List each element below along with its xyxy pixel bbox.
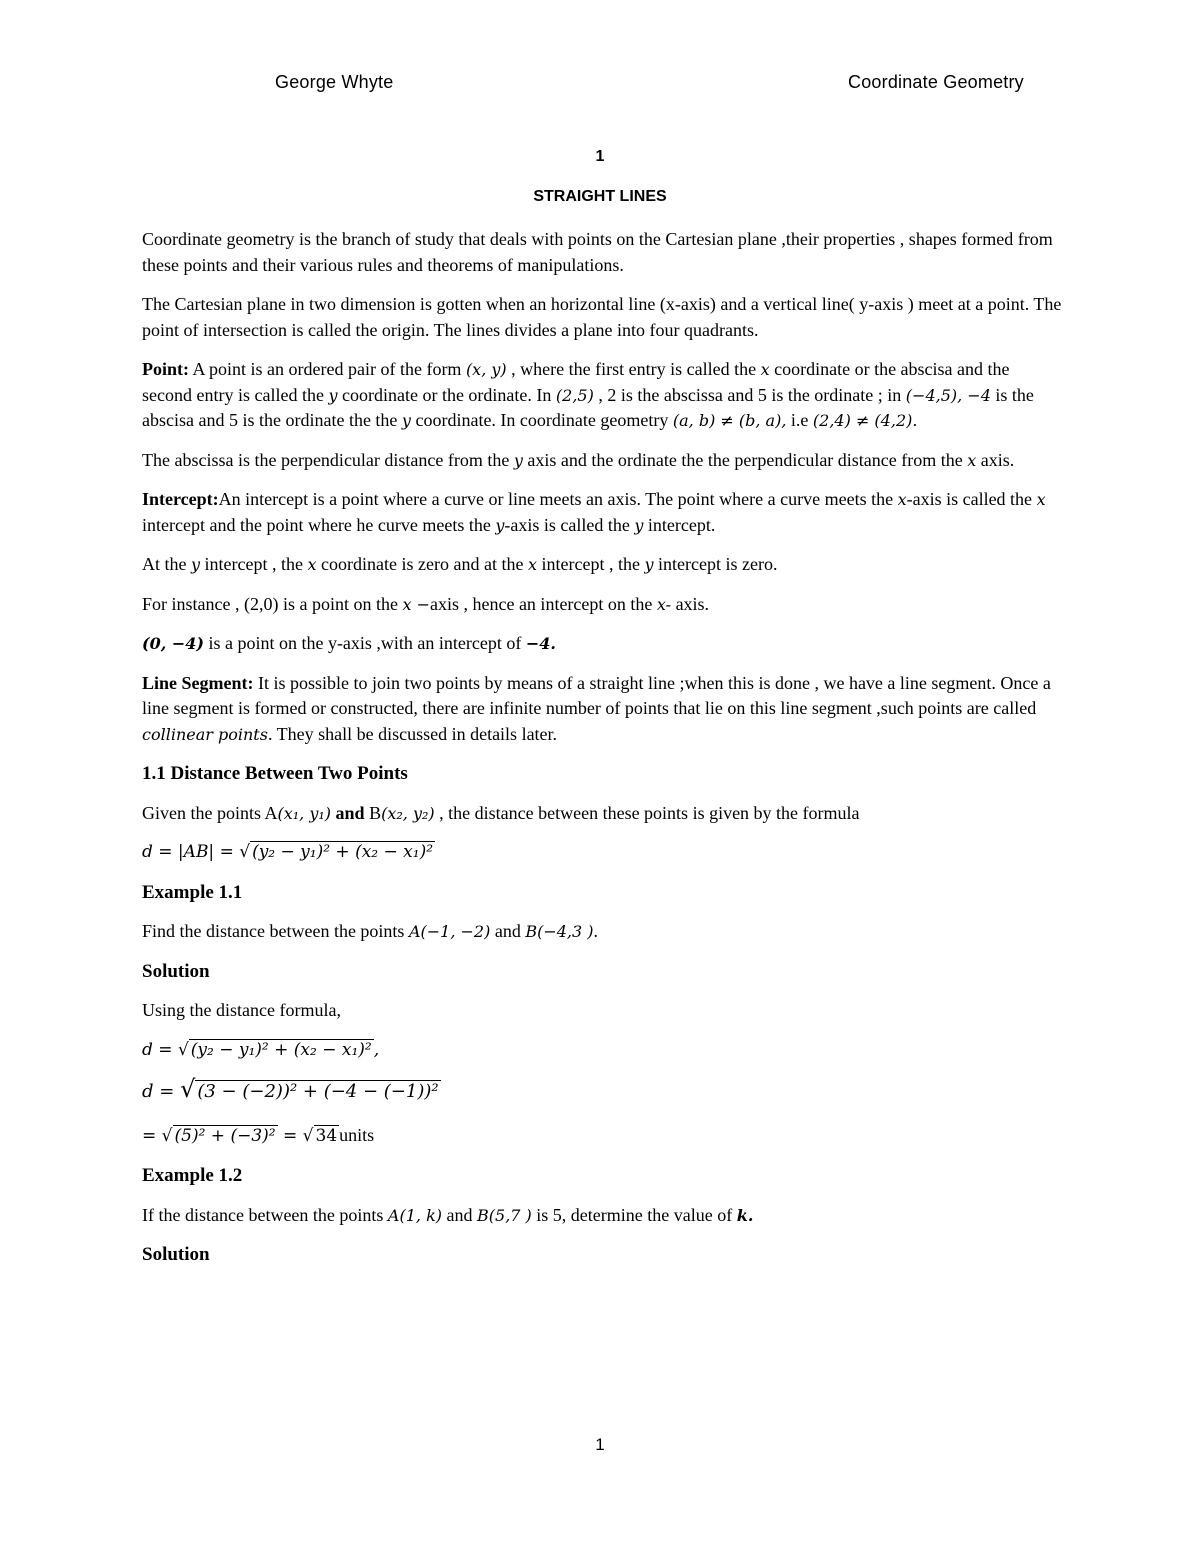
formula-lhs: = [142, 1125, 162, 1146]
text: units [339, 1124, 375, 1145]
cartesian-paragraph: The Cartesian plane in two dimension is gotten when an horizontal line (x-axis) and a vertical line( y-axis ) meet at a point. The point of intersection is called the origin. The lines divides a plane into four quadrants. [142, 294, 1062, 340]
text: -axis is called the [906, 489, 1037, 509]
math: A(−1, −2) [408, 922, 491, 941]
math: (x, y) [465, 360, 507, 379]
solution-step-1 [142, 1038, 1062, 1064]
abscissa-paragraph [142, 448, 1062, 474]
math: (−4,5), −4 [905, 385, 991, 405]
math: (a, b) ≠ (b, a), [672, 411, 787, 430]
text: A point is an ordered pair of the form [189, 359, 466, 379]
text: coordinate is zero and at the [316, 554, 528, 574]
text: . [593, 921, 599, 941]
intercept-paragraph [142, 487, 1062, 538]
line-segment-paragraph [142, 671, 1062, 748]
math: y [191, 555, 201, 574]
solution-heading-2: Solution [142, 1244, 210, 1265]
intercept-label: Intercept: [142, 489, 219, 509]
example-1-2-question [142, 1203, 1062, 1229]
math: x- [656, 594, 672, 614]
math: x [527, 555, 537, 574]
math: x [760, 360, 770, 379]
text: If the distance between the points [142, 1204, 388, 1225]
example-1-1-title: Example 1.1 [142, 881, 243, 903]
text: coordinate or the ordinate. In [337, 384, 556, 405]
math: y [401, 411, 411, 430]
text: intercept. [643, 514, 716, 535]
text: is a point on the y-axis ,with an intercept of [203, 633, 526, 653]
text: , 2 is the abscissa and 5 is the ordinate ; in [593, 384, 906, 405]
math: (2,4) ≠ (4,2). [812, 411, 918, 430]
math: y [513, 450, 523, 470]
math: k. [736, 1205, 754, 1225]
math: (x₂, y₂) [381, 803, 435, 823]
at-the-intercept-paragraph [142, 552, 1062, 578]
point-paragraph [142, 357, 1062, 434]
text: For instance , (2,0) is a point on the [142, 593, 403, 614]
page-number: 1 [595, 1435, 605, 1454]
formula-radicand: (3 − (−2))² + (−4 − (−1))² [197, 1081, 439, 1102]
radical-sign: √ [239, 842, 251, 862]
formula-radicand: (5)² + (−3)² [174, 1125, 276, 1146]
math: B(−4,3 ) [525, 922, 594, 941]
header-author: George Whyte [275, 72, 394, 92]
math: y [495, 515, 505, 535]
text: and [331, 802, 370, 823]
text: Given the points A [142, 802, 278, 823]
text: intercept , the [200, 554, 308, 574]
chapter-number: 1 [595, 148, 605, 165]
math: y [644, 555, 654, 574]
y-axis-paragraph [142, 631, 1062, 657]
text: At the [142, 554, 191, 574]
given-paragraph [142, 801, 1062, 827]
example-1-1-question [142, 919, 1062, 945]
math: (0, −4) [142, 634, 204, 653]
math: (2,5) [555, 385, 594, 405]
formula-radicand: (y₂ − y₁)² + (x₂ − x₁)² [252, 842, 434, 862]
text: B [369, 802, 382, 823]
math: x − [402, 594, 430, 614]
solution-heading: Solution [142, 960, 210, 982]
document-body [142, 227, 1062, 1282]
math: x [967, 450, 977, 470]
text: = [277, 1125, 303, 1146]
text: and [442, 1204, 478, 1225]
formula-radicand: 34 [315, 1125, 338, 1146]
radical-sign: √ [161, 1125, 173, 1146]
math: x [897, 490, 907, 509]
formula-lhs: d = [142, 1081, 181, 1102]
formula-radicand: (y₂ − y₁)² + (x₂ − x₁)² [190, 1039, 372, 1060]
text: and [490, 921, 526, 941]
text: coordinate. In coordinate geometry [410, 410, 673, 430]
math: x [307, 555, 317, 574]
math: A(1, k) [387, 1205, 443, 1225]
math: B(5,7 ) [477, 1205, 532, 1225]
text: intercept , the [537, 554, 645, 574]
radical-sign: √ [180, 1075, 196, 1103]
formula-lhs: d = [142, 1039, 178, 1060]
text: axis , hence an intercept on the [429, 593, 657, 614]
text: , [373, 1039, 380, 1060]
text: , the distance between these points is given by the formula [434, 802, 860, 823]
solution-step-3 [142, 1123, 1062, 1150]
text: . They shall be discussed in details later. [267, 723, 558, 744]
math: y [634, 515, 644, 535]
math: x [1036, 490, 1046, 509]
example-1-2-title: Example 1.2 [142, 1165, 243, 1186]
point-label: Point: [142, 359, 189, 379]
text: The abscissa is the perpendicular distance from the [142, 449, 514, 470]
header-subject: Coordinate Geometry [848, 72, 1024, 92]
text: It is possible to join two points by means of a straight line ;when this is done , we have a line segment. Once a line segment is formed or constructed, there are infinite number of points that lie on this line segment ,such points are called [142, 672, 1051, 718]
text: intercept is zero. [653, 554, 778, 574]
section-heading: 1.1 Distance Between Two Points [142, 763, 408, 784]
text: axis. [671, 593, 710, 614]
solution-step-2 [142, 1077, 1062, 1105]
math: −4. [525, 634, 556, 653]
chapter-title: STRAIGHT LINES [533, 188, 667, 205]
text: An intercept is a point where a curve or line meets an axis. The point where a curve meets the [218, 489, 898, 509]
radical-sign: √ [177, 1039, 189, 1060]
intro-paragraph: Coordinate geometry is the branch of study that deals with points on the Cartesian plane ,their properties , shapes formed from these points and their various rules and theorems of manipulations. [142, 229, 1053, 275]
line-segment-label: Line Segment: [142, 672, 254, 693]
for-instance-paragraph [142, 592, 1062, 618]
text: is 5, determine the value of [531, 1204, 737, 1225]
emphasis: collinear points [142, 724, 268, 744]
text: coordinate or the abscisa and the second entry is called the [142, 359, 1010, 405]
math: (x₁, y₁) [277, 803, 332, 823]
text: is the abscisa and 5 is the ordinate the the [142, 384, 1034, 430]
radical-sign: √ [302, 1125, 314, 1146]
text: i.e [786, 410, 813, 430]
text: intercept and the point where he curve meets the [142, 514, 496, 535]
text: , where the first entry is called the [506, 359, 761, 379]
text: axis and the ordinate the the perpendicular distance from the [522, 449, 968, 470]
text: -axis is called the [504, 514, 635, 535]
using-formula-text: Using the distance formula, [142, 1000, 341, 1020]
math: y [328, 385, 338, 405]
formula-lhs: d = |AB| = [142, 842, 240, 862]
text: axis. [976, 449, 1015, 470]
text: Find the distance between the points [142, 921, 409, 941]
distance-formula [142, 840, 1062, 866]
